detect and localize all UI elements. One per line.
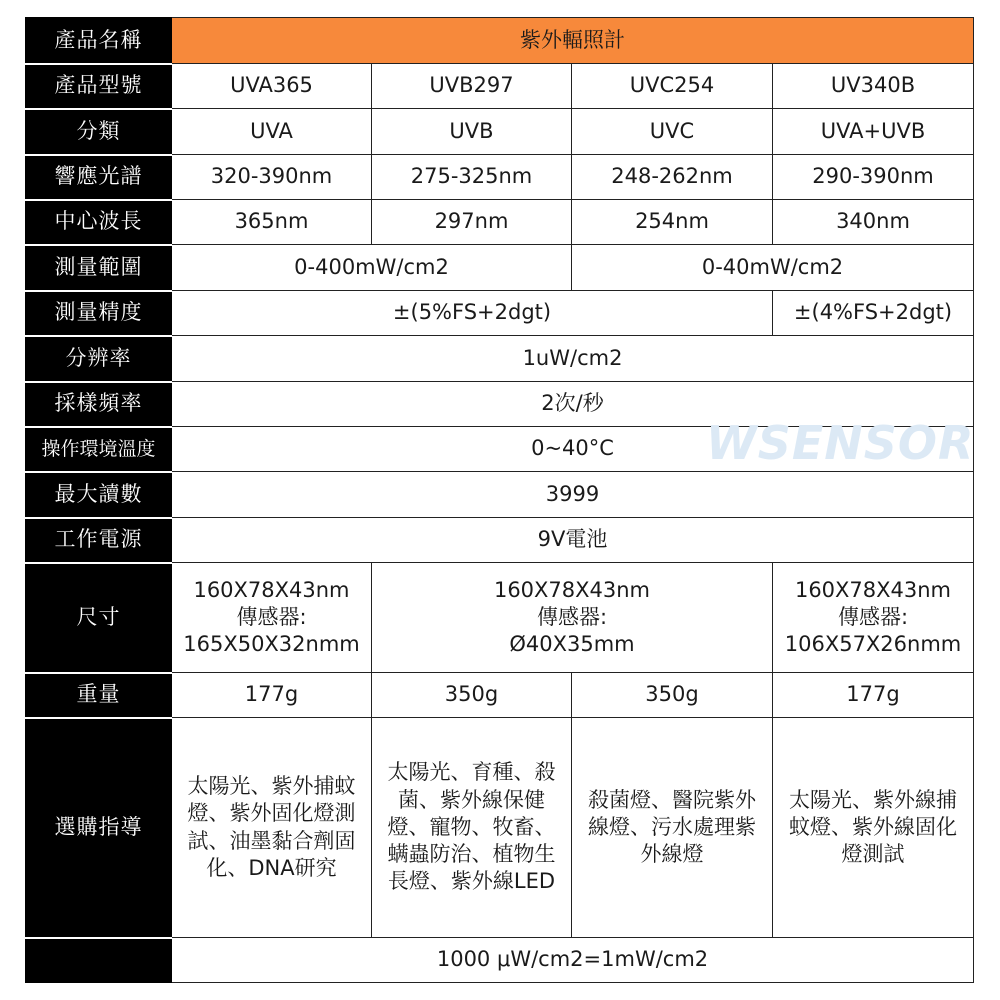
label-max-reading: 最大讀數 — [26, 472, 172, 518]
category-cell: UVC — [572, 109, 773, 155]
size-cell: 160X78X43nm 傳感器: 106X57X26nmm — [773, 563, 974, 673]
center-cell: 340nm — [773, 200, 974, 245]
row-range — [26, 245, 974, 291]
label-power: 工作電源 — [26, 518, 172, 563]
label-env-temp: 操作環境溫度 — [26, 427, 172, 472]
row-size — [26, 563, 974, 673]
label-resolution: 分辨率 — [26, 336, 172, 382]
spec-table — [25, 17, 974, 983]
weight-cell: 177g — [773, 673, 974, 718]
spectrum-cell: 320-390nm — [172, 155, 372, 200]
row-spectrum — [26, 155, 974, 200]
product-name: 紫外輻照計 — [172, 18, 974, 64]
spectrum-cell: 290-390nm — [773, 155, 974, 200]
center-cell: 365nm — [172, 200, 372, 245]
row-model — [26, 64, 974, 109]
model-cell: UVC254 — [572, 64, 773, 109]
model-cell: UV340B — [773, 64, 974, 109]
row-env-temp — [26, 427, 974, 472]
spectrum-cell: 275-325nm — [372, 155, 572, 200]
footer-note: 1000 μW/cm2=1mW/cm2 — [172, 938, 974, 983]
label-size: 尺寸 — [26, 563, 172, 673]
spec-sheet — [25, 17, 973, 982]
center-cell: 254nm — [572, 200, 773, 245]
label-range: 測量範圍 — [26, 245, 172, 291]
label-product-name: 產品名稱 — [26, 18, 172, 64]
label-weight: 重量 — [26, 673, 172, 718]
size-cell: 160X78X43nm 傳感器: Ø40X35mm — [372, 563, 773, 673]
guide-cell: 太陽光、紫外捕蚊 燈、紫外固化燈測 試、油墨黏合劑固 化、DNA研究 — [172, 718, 372, 938]
env-temp-cell: 0~40°C — [172, 427, 974, 472]
accuracy-cell: ±(4%FS+2dgt) — [773, 291, 974, 336]
row-footer — [26, 938, 974, 983]
row-power — [26, 518, 974, 563]
row-product-name — [26, 18, 974, 64]
row-resolution — [26, 336, 974, 382]
guide-cell: 太陽光、育種、殺 菌、紫外線保健 燈、寵物、牧畜、 螨蟲防治、植物生 長燈、紫外線LED — [372, 718, 572, 938]
weight-cell: 350g — [372, 673, 572, 718]
spectrum-cell: 248-262nm — [572, 155, 773, 200]
row-max-reading — [26, 472, 974, 518]
accuracy-cell: ±(5%FS+2dgt) — [172, 291, 773, 336]
row-weight — [26, 673, 974, 718]
resolution-cell: 1uW/cm2 — [172, 336, 974, 382]
guide-cell: 殺菌燈、醫院紫外 線燈、污水處理紫 外線燈 — [572, 718, 773, 938]
power-cell: 9V電池 — [172, 518, 974, 563]
size-cell: 160X78X43nm 傳感器: 165X50X32nmm — [172, 563, 372, 673]
label-center-wavelength: 中心波長 — [26, 200, 172, 245]
label-category: 分類 — [26, 109, 172, 155]
footer-label-blank — [26, 938, 172, 983]
label-accuracy: 測量精度 — [26, 291, 172, 336]
weight-cell: 350g — [572, 673, 773, 718]
row-center-wavelength — [26, 200, 974, 245]
center-cell: 297nm — [372, 200, 572, 245]
category-cell: UVB — [372, 109, 572, 155]
label-guide: 選購指導 — [26, 718, 172, 938]
max-reading-cell: 3999 — [172, 472, 974, 518]
range-cell: 0-400mW/cm2 — [172, 245, 572, 291]
guide-cell: 太陽光、紫外線捕 蚊燈、紫外線固化 燈測試 — [773, 718, 974, 938]
label-spectrum: 響應光譜 — [26, 155, 172, 200]
category-cell: UVA+UVB — [773, 109, 974, 155]
row-accuracy — [26, 291, 974, 336]
weight-cell: 177g — [172, 673, 372, 718]
range-cell: 0-40mW/cm2 — [572, 245, 974, 291]
label-sampling: 採樣頻率 — [26, 382, 172, 427]
model-cell: UVA365 — [172, 64, 372, 109]
sampling-cell: 2次/秒 — [172, 382, 974, 427]
label-model: 產品型號 — [26, 64, 172, 109]
row-category — [26, 109, 974, 155]
row-sampling — [26, 382, 974, 427]
category-cell: UVA — [172, 109, 372, 155]
row-guide — [26, 718, 974, 938]
model-cell: UVB297 — [372, 64, 572, 109]
watermark-logo: WSENSOR — [706, 416, 975, 470]
